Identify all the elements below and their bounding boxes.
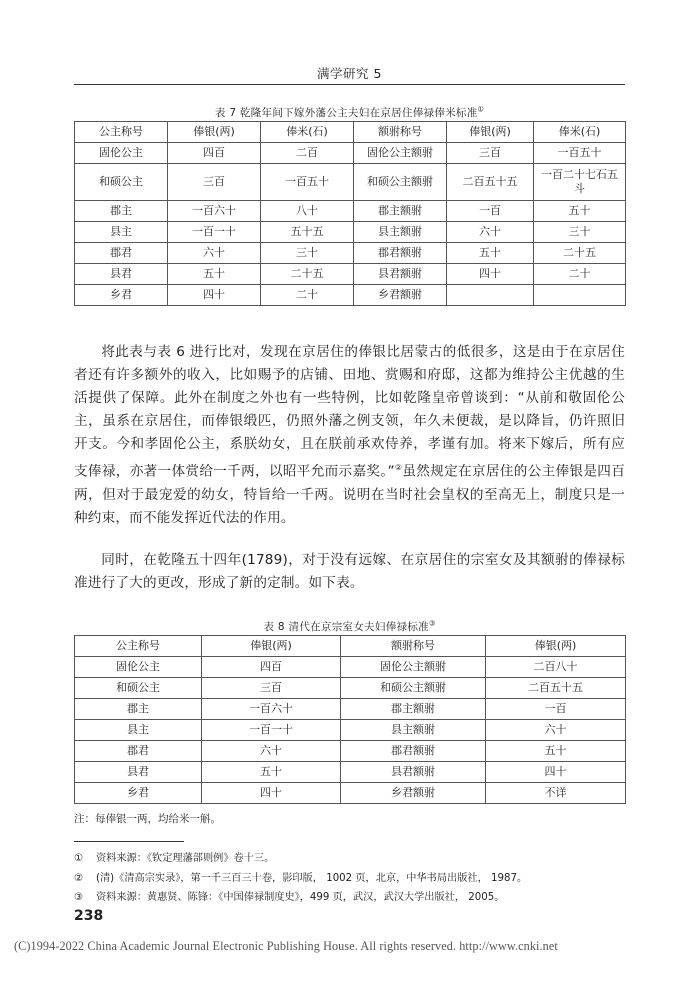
table-row (75, 285, 626, 306)
table-cell: 四十 (486, 762, 626, 783)
table-cell: 县君额驸 (341, 762, 486, 783)
table-cell: 六十 (168, 243, 261, 264)
table-cell: 县君额驸 (354, 264, 447, 285)
table7-caption-footnote-mark: ① (477, 105, 485, 114)
column-header: 俸银(两) (202, 636, 341, 657)
table-row (75, 243, 626, 264)
table-cell: 县主 (75, 720, 202, 741)
footnote-text: 资料来源：《钦定理藩部则例》卷十三。 (96, 853, 275, 864)
table-cell: 县君 (75, 762, 202, 783)
table-header-row (75, 636, 626, 657)
table-cell: 二百五十五 (447, 164, 534, 201)
table-row (75, 222, 626, 243)
footnote-mark-2: ② (394, 463, 403, 473)
table8-note: 注：每俸银一两，均给米一斛。 (74, 813, 221, 825)
table-cell: 二百 (261, 143, 354, 164)
table-cell: 县君 (75, 264, 168, 285)
table-cell: 三百 (202, 678, 341, 699)
table-cell: 郡主额驸 (341, 699, 486, 720)
table8 (74, 635, 626, 804)
table-cell: 二十五 (534, 243, 626, 264)
table-cell: 和硕公主 (75, 164, 168, 201)
header-rule (74, 84, 625, 85)
table7-caption-text: 表 7 乾隆年间下嫁外藩公主夫妇在京居住俸禄俸米标准 (214, 107, 478, 119)
table-cell: 一百 (486, 699, 626, 720)
table-cell: 五十五 (261, 222, 354, 243)
table-row (75, 164, 626, 201)
table-cell: 不详 (486, 783, 626, 804)
copyright-line: (C)1994-2022 China Academic Journal Electronic Publishing House. All rights reserved. http://www.cnki.net (14, 939, 558, 953)
table-row (75, 741, 626, 762)
table-cell: 县主 (75, 222, 168, 243)
table-cell: 三十 (534, 222, 626, 243)
table-row (75, 678, 626, 699)
table-cell: 一百六十 (202, 699, 341, 720)
table-cell: 郡君 (75, 243, 168, 264)
table-cell: 郡主 (75, 201, 168, 222)
table-cell: 六十 (486, 720, 626, 741)
column-header: 俸米(石) (534, 122, 626, 143)
table7 (74, 121, 626, 306)
body-paragraph-1 (74, 341, 625, 530)
table-cell: 乡君额驸 (354, 285, 447, 306)
table-cell: 一百五十 (261, 164, 354, 201)
table-cell: 乡君 (75, 783, 202, 804)
table-cell: 县主额驸 (341, 720, 486, 741)
column-header: 俸银(两) (486, 636, 626, 657)
table-cell: 固伦公主 (75, 657, 202, 678)
table-cell: 一百五十 (534, 143, 626, 164)
table7-caption (74, 105, 625, 120)
table-header-row (75, 122, 626, 143)
table-cell: 一百 (447, 201, 534, 222)
footnote (74, 869, 634, 889)
paragraph1-text-b: 虽然规定在京居住的公主俸银是四百两，但对于最宠爱的幼女，特旨给一千两。说明在当时社会皇权的至高无上，制度只是一种约束，而不能发挥近代法的作用。 (74, 464, 625, 527)
table-cell: 郡主 (75, 699, 202, 720)
table-cell: 五十 (202, 762, 341, 783)
table-cell: 郡君 (75, 741, 202, 762)
table-cell: 四十 (447, 264, 534, 285)
column-header: 俸米(石) (261, 122, 354, 143)
table-cell: 四百 (168, 143, 261, 164)
table-cell: 一百一十 (168, 222, 261, 243)
footnote (74, 888, 634, 908)
table-row (75, 264, 626, 285)
column-header: 额驸称号 (341, 636, 486, 657)
table-cell: 二十五 (261, 264, 354, 285)
table-cell: 和硕公主 (75, 678, 202, 699)
footnote-mark: ② (74, 872, 84, 884)
table-cell: 固伦公主额驸 (354, 143, 447, 164)
table-row (75, 143, 626, 164)
table8-caption (74, 619, 625, 634)
footnote (74, 849, 634, 869)
table-row (75, 783, 626, 804)
table-row (75, 720, 626, 741)
table-cell: 固伦公主额驸 (341, 657, 486, 678)
table-cell: 三十 (261, 243, 354, 264)
column-header: 俸银(两) (447, 122, 534, 143)
table-cell: 四十 (202, 783, 341, 804)
table-cell: 二十 (534, 264, 626, 285)
table-cell: 一百一十 (202, 720, 341, 741)
table-cell: 五十 (168, 264, 261, 285)
table-cell: 五十 (447, 243, 534, 264)
table-row (75, 657, 626, 678)
table-cell: 三百 (168, 164, 261, 201)
footnote-text: 资料来源：黄惠贤、陈锋：《中国俸禄制度史》，499 页，武汉，武汉大学出版社， 2005。 (96, 892, 505, 903)
table-cell (447, 285, 534, 306)
table-cell (534, 285, 626, 306)
footnote-mark: ③ (74, 892, 84, 903)
column-header: 公主称号 (75, 636, 202, 657)
table-cell: 三百 (447, 143, 534, 164)
paragraph2-text: 同时，在乾隆五十四年(1789)，对于没有远嫁、在京居住的宗室女及其额驸的俸禄标准进行了大的更改，形成了新的定制。如下表。 (74, 552, 625, 592)
page-number: 238 (74, 908, 104, 924)
table-cell: 八十 (261, 201, 354, 222)
footnotes (74, 849, 634, 908)
table-row (75, 699, 626, 720)
table-row (75, 201, 626, 222)
table-cell: 县主额驸 (354, 222, 447, 243)
table-cell: 和硕公主额驸 (354, 164, 447, 201)
table-row (75, 762, 626, 783)
column-header: 俸银(两) (168, 122, 261, 143)
table-cell: 固伦公主 (75, 143, 168, 164)
footnote-mark: ① (74, 853, 84, 864)
table8-caption-footnote-mark: ③ (428, 619, 436, 628)
table-cell: 郡君额驸 (341, 741, 486, 762)
table-cell: 六十 (447, 222, 534, 243)
footnote-text: (清)《清高宗实录》，第一千三百三十卷，影印版， 1002 页，北京，中华书局出版社， 1987。 (96, 872, 528, 884)
table-cell: 四百 (202, 657, 341, 678)
table-cell: 郡君额驸 (354, 243, 447, 264)
table-cell: 六十 (202, 741, 341, 762)
column-header: 公主称号 (75, 122, 168, 143)
footnote-rule (74, 841, 184, 842)
table-cell: 一百六十 (168, 201, 261, 222)
table-cell: 乡君额驸 (341, 783, 486, 804)
table-cell: 二百八十 (486, 657, 626, 678)
table-cell: 和硕公主额驸 (341, 678, 486, 699)
paragraph1-text-a: 将此表与表 6 进行比对，发现在京居住的俸银比居蒙古的低很多，这是由于在京居住者还有许多额外的收入，比如赐予的店铺、田地、赏赐和府邸，这都为维持公主优越的生活提供了保障。此外在制度之外也有一些特例，比如乾隆皇帝曾谈到：“从前和敬固伦公主，虽系在京居住，而俸银缎匹，仍照外藩之例支领，年久未便裁，是以降旨，仍许照旧开支。今和孝固伦公主，系朕幼女，且在朕前承欢侍养，孝谨有加。将来下嫁后，所有应支俸禄，亦著一体赏给一千两，以昭平允而示嘉奖。” (74, 344, 625, 480)
column-header: 额驸称号 (354, 122, 447, 143)
table-cell: 五十 (534, 201, 626, 222)
table-cell: 二百五十五 (486, 678, 626, 699)
table-cell: 乡君 (75, 285, 168, 306)
table-cell: 五十 (486, 741, 626, 762)
table8-caption-text: 表 8 清代在京宗室女夫妇俸禄标准 (263, 621, 429, 633)
table-cell: 二十 (261, 285, 354, 306)
running-header: 满学研究 5 (317, 66, 382, 81)
table-cell: 一百二十七石五斗 (534, 164, 626, 201)
body-paragraph-2 (74, 549, 625, 595)
table-cell: 郡主额驸 (354, 201, 447, 222)
table-cell: 四十 (168, 285, 261, 306)
